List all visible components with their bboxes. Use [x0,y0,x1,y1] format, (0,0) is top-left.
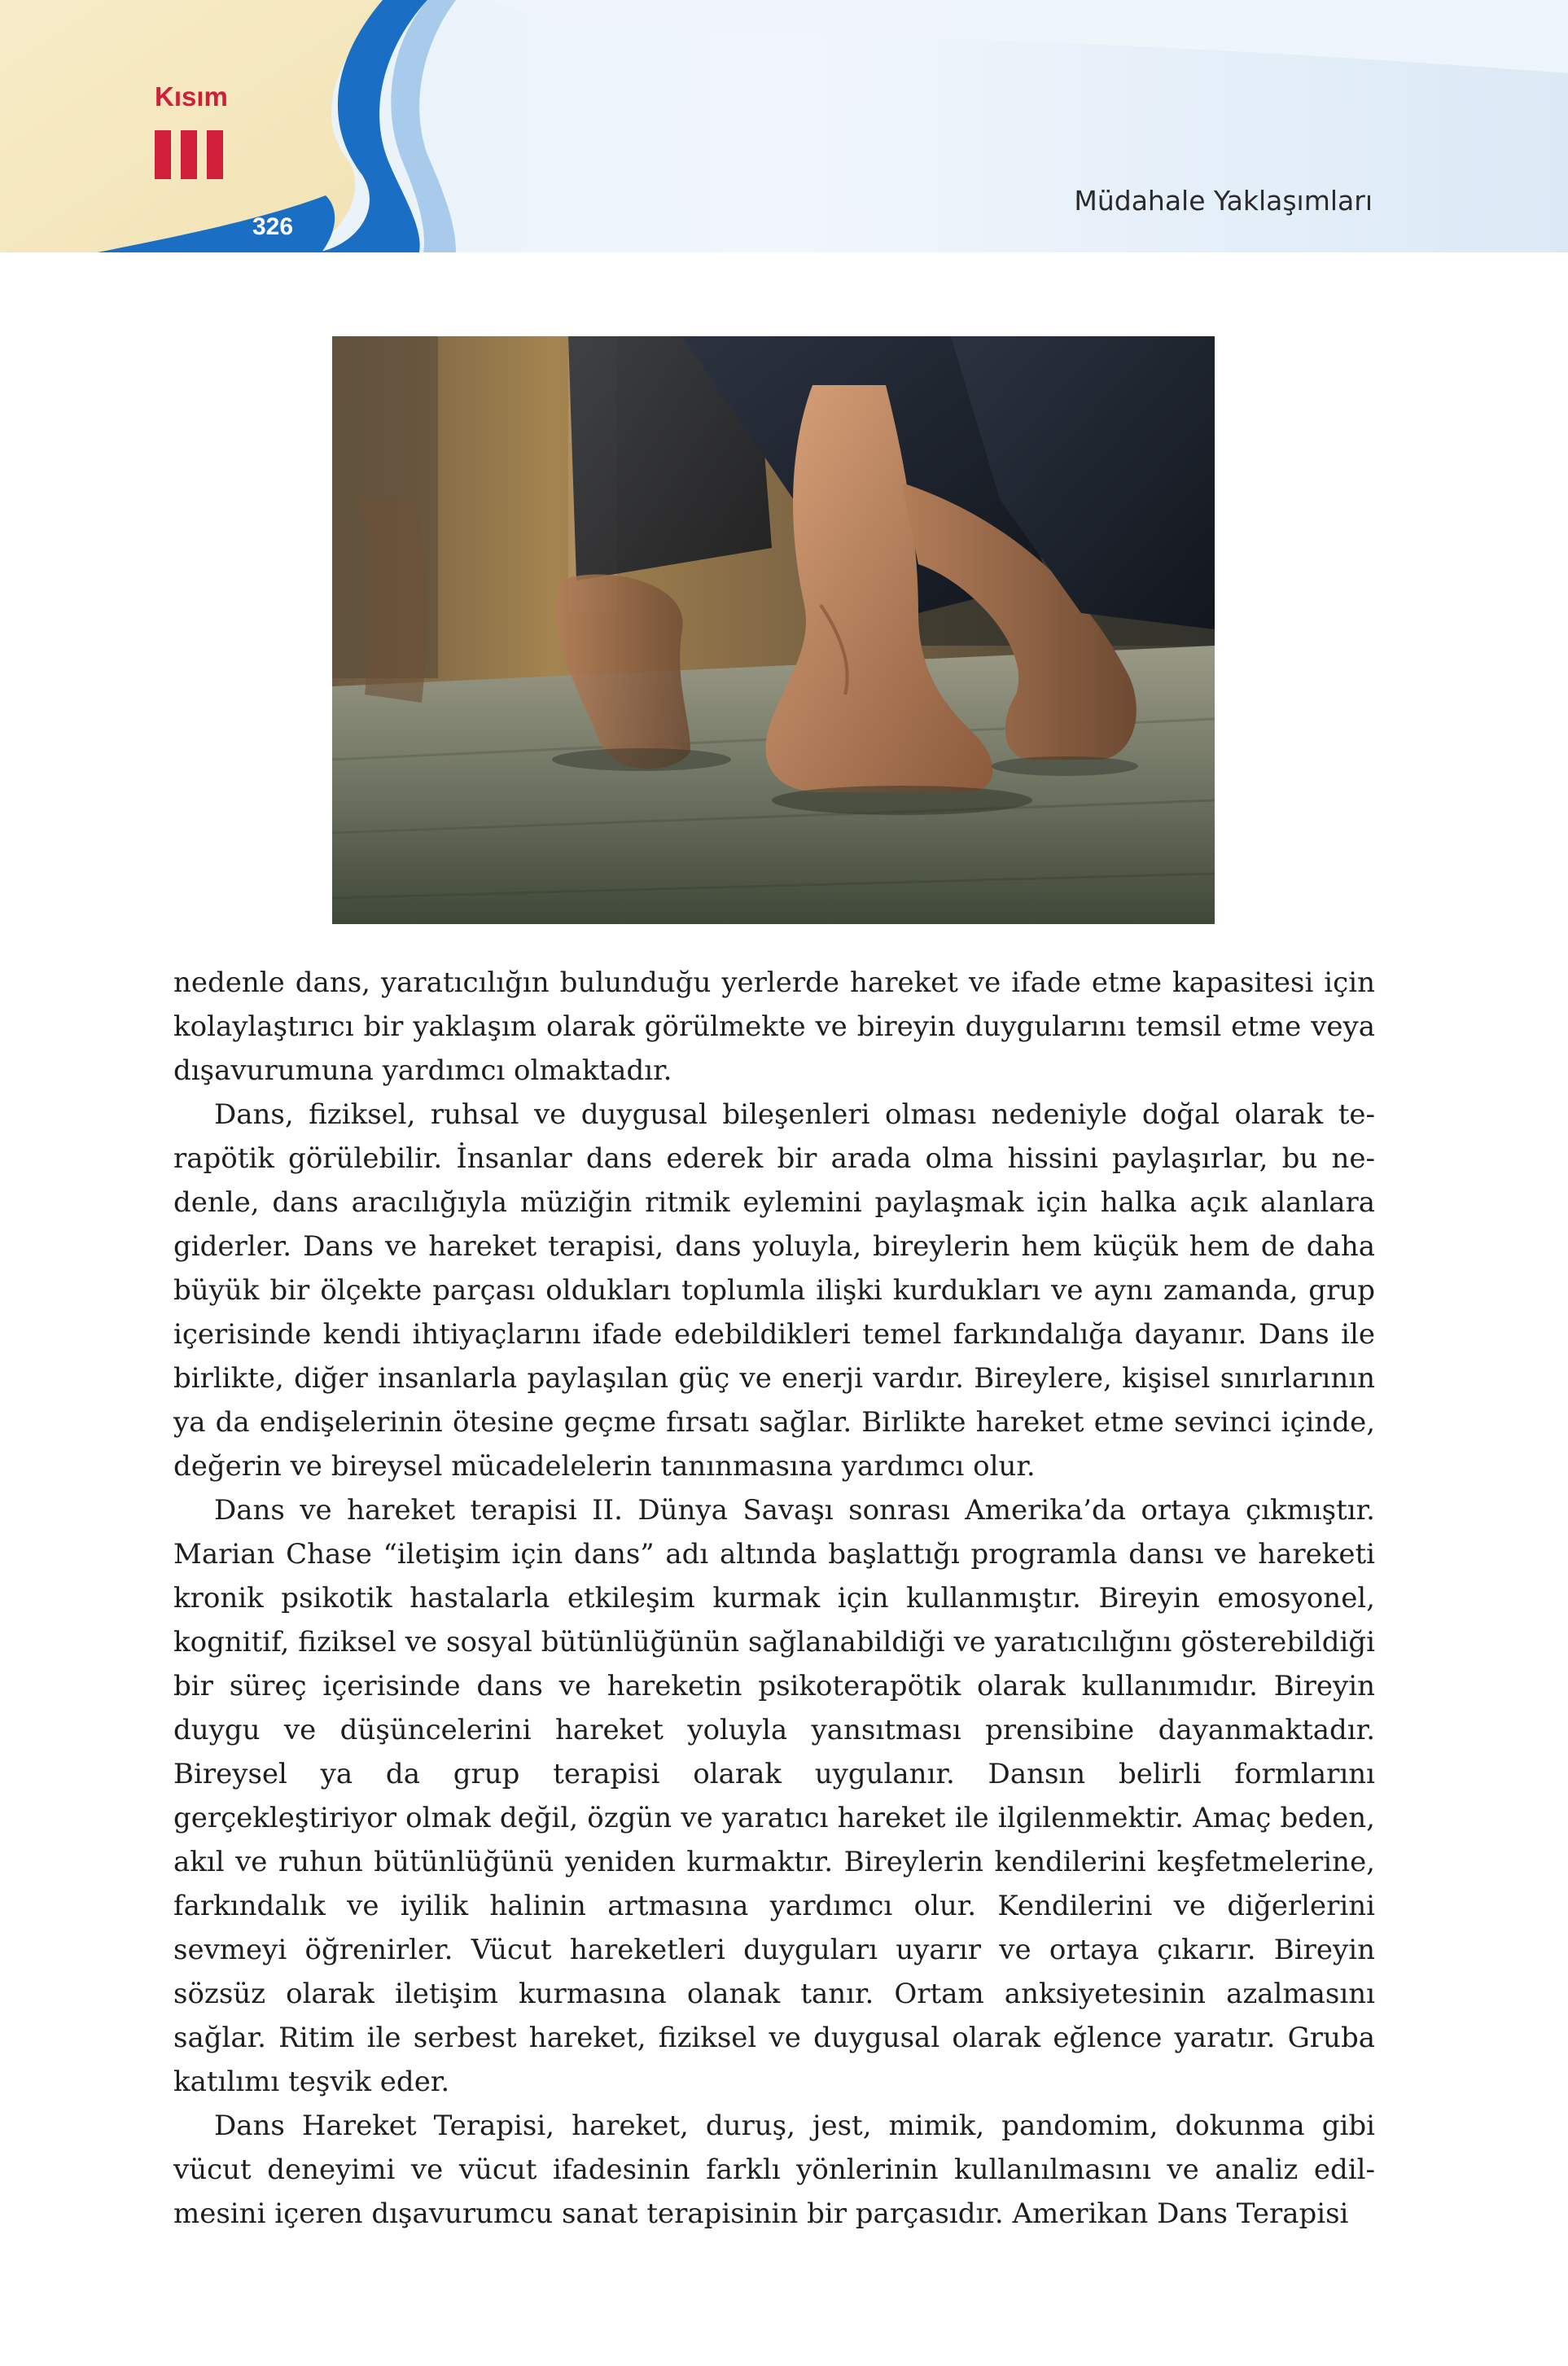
paragraph-4: Dans Hareket Terapisi, hareket, duruş, jest, mimik, pandomim, dokunma gibi vücut deneyimi ve vücut ifadesinin farklı yönlerinin kullanılmasını ve analiz edilmesini içeren dışavurumcu sanat terapisinin bir parçasıdır. Amerikan Dans Terapisi [173,2110,1375,2230]
paragraph-3: Dans ve hareket terapisi II. Dünya Savaşı sonrası Amerika’da ortaya çıkmıştır. Marian Chase “iletişim için dans” adı altında başlattığı programla dansı ve hareketi kronik psikotik hastalarla etkileşim kurmak için kullanmıştır. Bireyin emosyonel, kognitif, fiziksel ve sosyal bütünlüğünün sağlanabildiği ve yaratıcılığını gösterebildiği bir süreç içerisinde dans ve hareketin psikoterapötik olarak kullanımıdır. Bireyin duygu ve düşüncelerini hareket yoluyla yansıtması prensibine dayanmaktadır. Bireysel ya da grup terapisi olarak uygulanır. Dansın belirli formlarını gerçekleştiriyor olmak değil, özgün ve yaratıcı hareket ile ilgilenmektir. Amaç beden, akıl ve ruhun bütünlüğünü yeniden kurmaktır. Bireylerin kendilerini keşfetmelerine, farkındalık ve iyilik halinin artmasına yardımcı olur. Kendilerini ve diğerlerini sevmeyi öğrenirler. Vücut hareketleri duyguları uyarır ve ortaya çıkarır. Bireyin sözsüz olarak iletişim kurmasına olanak tanır. Ortam anksiyetesinin azalmasını sağlar. Ritim ile serbest hareket, fiziksel ve duygusal olarak eğlence yaratır. Gruba katılımı teşvik eder. [173,1494,1375,2098]
body-text [173,961,1375,2236]
paragraph-2: Dans, fiziksel, ruhsal ve duygusal bileşenleri olması nedeniyle doğal olarak terapötik görülebilir. İnsanlar dans ederek bir arada olma hissini paylaşırlar, bu nedenle, dans aracılığıyla müziğin ritmik eylemini paylaşmak için halka açık alanlara giderler. Dans ve hareket terapisi, dans yoluyla, bireylerin hem küçük hem de daha büyük bir ölçekte parçası oldukları toplumla ilişki kurdukları ve aynı zamanda, grup içerisinde kendi ihtiyaçlarını ifade edebildikleri temel farkındalığa dayanır. Dans ile birlikte, diğer insanlarla paylaşılan güç ve enerji vardır. Bireylere, kişisel sınırlarının ya da endişelerinin ötesine geçme fırsatı sağlar. Birlikte hareket etme sevinci içinde, değerin ve bireysel mücadelelerin tanınmasına yardımcı olur. [173,1098,1375,1483]
dance-photo [332,336,1215,924]
page-number: 326 [252,213,294,240]
section-numeral-bars [155,130,223,179]
dancers-feet-image [332,336,1215,924]
section-label: Kısım [155,81,228,112]
paragraph-1: nedenle dans, yaratıcılığın bulunduğu yerlerde hareket ve ifade etme kapasitesi için kolaylaştırıcı bir yaklaşım olarak görülmekte ve bireyin duygularını temsil etme veya dışavurumuna yardımcı olmaktadır. [173,966,1375,1087]
running-head: Müdahale Yaklaşımları [1074,185,1373,217]
page-header [0,0,1568,252]
